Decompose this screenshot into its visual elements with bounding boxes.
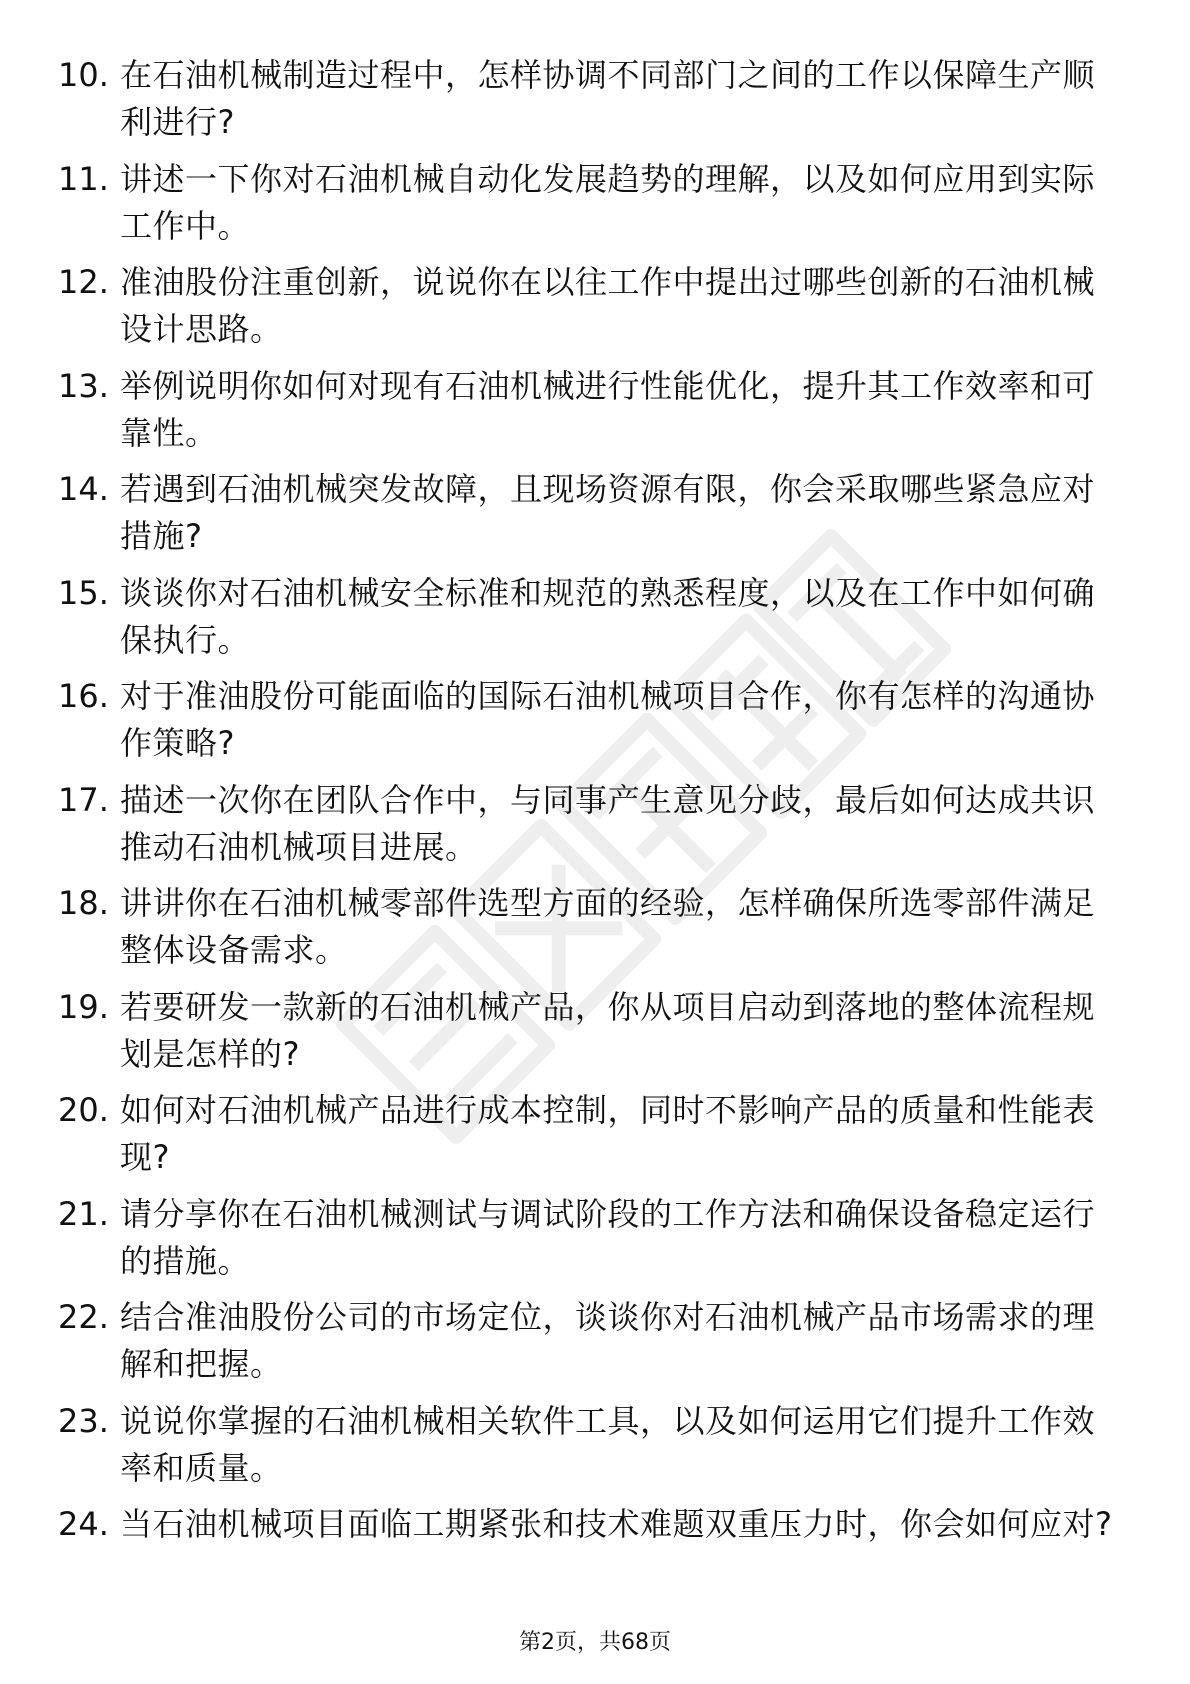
question-text: 请分享你在石油机械测试与调试阶段的工作方法和确保设备稳定运行的措施。 bbox=[120, 1194, 1096, 1280]
list-item bbox=[58, 673, 1118, 777]
question-text: 对于准油股份可能面临的国际石油机械项目合作，你有怎样的沟通协作策略? bbox=[120, 677, 1096, 762]
question-number: 18. bbox=[58, 884, 109, 922]
list-item bbox=[58, 52, 1118, 156]
question-text: 举例说明你如何对现有石油机械进行性能优化，提升其工作效率和可靠性。 bbox=[120, 366, 1096, 452]
question-number: 12. bbox=[58, 263, 109, 301]
list-item bbox=[58, 466, 1118, 570]
question-text: 若要研发一款新的石油机械产品，你从项目启动到落地的整体流程规划是怎样的? bbox=[120, 987, 1096, 1073]
list-item bbox=[58, 880, 1118, 984]
question-text: 讲讲你在石油机械零部件选型方面的经验，怎样确保所选零部件满足整体设备需求。 bbox=[120, 884, 1096, 969]
question-text: 若遇到石油机械突发故障，且现场资源有限，你会采取哪些紧急应对措施? bbox=[120, 470, 1096, 555]
question-number: 14. bbox=[58, 470, 109, 508]
question-text: 如何对石油机械产品进行成本控制，同时不影响产品的质量和性能表现? bbox=[120, 1091, 1096, 1176]
question-number: 13. bbox=[58, 366, 109, 405]
list-item bbox=[58, 363, 1118, 467]
question-number: 20. bbox=[58, 1091, 109, 1129]
question-number: 17. bbox=[58, 780, 109, 819]
question-list bbox=[58, 52, 1118, 1605]
question-number: 15. bbox=[58, 573, 109, 612]
list-item bbox=[58, 570, 1118, 674]
question-number: 21. bbox=[58, 1194, 109, 1233]
question-text: 在石油机械制造过程中，怎样协调不同部门之间的工作以保障生产顺利进行? bbox=[120, 56, 1096, 141]
question-text: 结合准油股份公司的市场定位，谈谈你对石油机械产品市场需求的理解和把握。 bbox=[120, 1298, 1096, 1383]
list-item bbox=[58, 259, 1118, 363]
question-number: 22. bbox=[58, 1298, 109, 1336]
list-item bbox=[58, 1087, 1118, 1191]
question-number: 11. bbox=[58, 159, 109, 198]
list-item bbox=[58, 1501, 1118, 1605]
question-text: 讲述一下你对石油机械自动化发展趋势的理解，以及如何应用到实际工作中。 bbox=[120, 159, 1096, 245]
question-number: 10. bbox=[58, 56, 109, 94]
list-item bbox=[58, 1191, 1118, 1295]
question-text: 准油股份注重创新，说说你在以往工作中提出过哪些创新的石油机械设计思路。 bbox=[120, 263, 1096, 348]
question-number: 24. bbox=[58, 1505, 109, 1543]
question-number: 23. bbox=[58, 1401, 109, 1440]
question-text: 当石油机械项目面临工期紧张和技术难题双重压力时，你会如何应对? bbox=[120, 1505, 1113, 1543]
list-item bbox=[58, 1294, 1118, 1398]
question-text: 谈谈你对石油机械安全标准和规范的熟悉程度，以及在工作中如何确保执行。 bbox=[120, 573, 1096, 659]
list-item bbox=[58, 984, 1118, 1088]
question-number: 19. bbox=[58, 987, 109, 1026]
question-text: 说说你掌握的石油机械相关软件工具，以及如何运用它们提升工作效率和质量。 bbox=[120, 1401, 1096, 1487]
list-item bbox=[58, 1398, 1118, 1502]
list-item bbox=[58, 156, 1118, 260]
list-item bbox=[58, 777, 1118, 881]
question-text: 描述一次你在团队合作中，与同事产生意见分歧，最后如何达成共识推动石油机械项目进展。 bbox=[120, 780, 1096, 866]
question-number: 16. bbox=[58, 677, 109, 715]
page-footer: 第2页，共68页 bbox=[519, 1630, 671, 1655]
